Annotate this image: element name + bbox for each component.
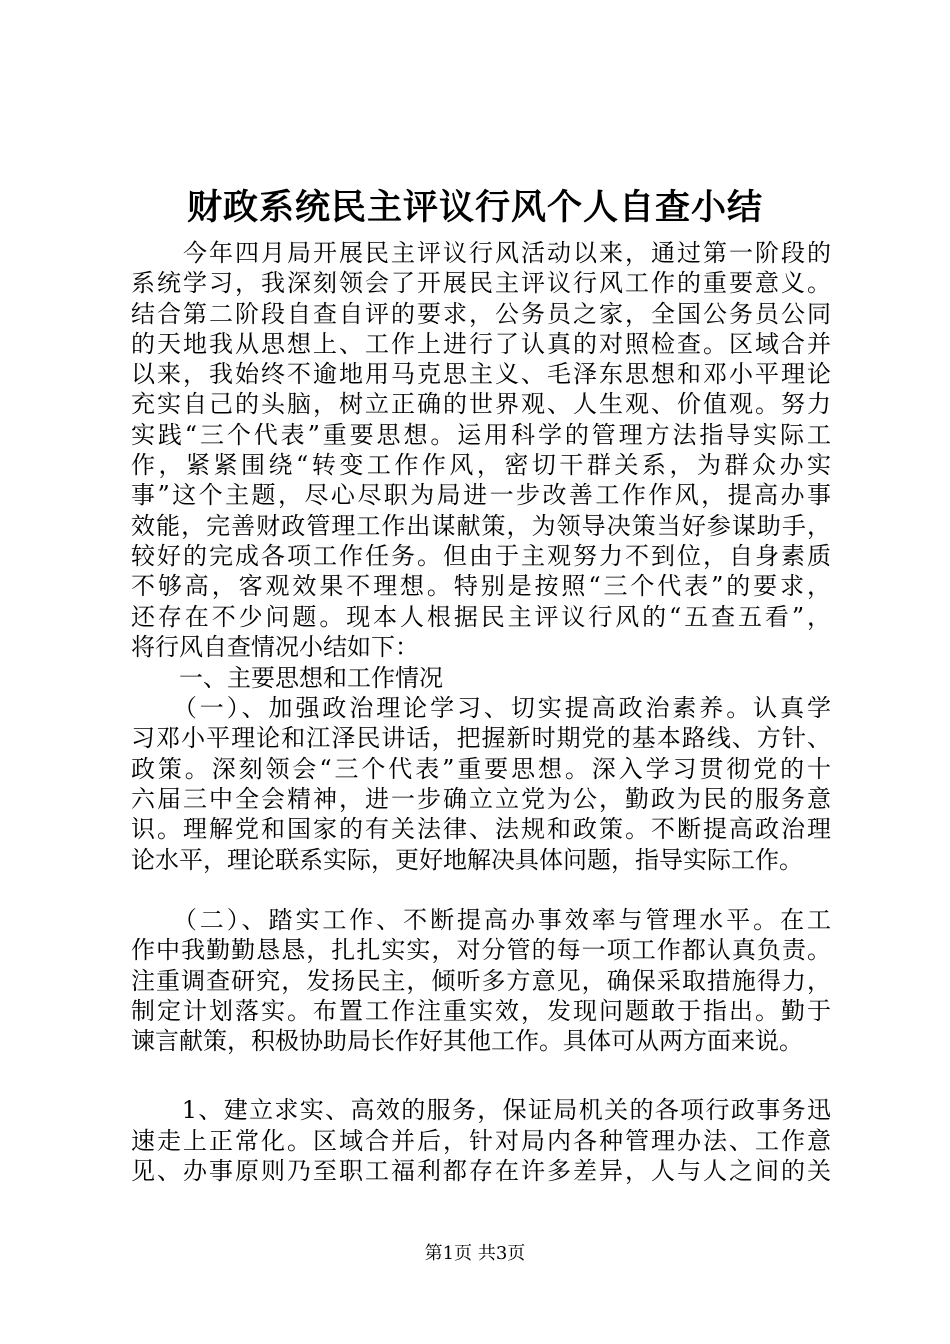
body-line: 六届三中全会精神，进一步确立立党为公，勤政为民的服务意 [131, 785, 831, 813]
body-line: 作中我勤勤恳恳，扎扎实实，对分管的每一项工作都认真负责。 [131, 936, 831, 964]
body-line: 速走上正常化。区域合并后，针对局内各种管理办法、工作意 [131, 1127, 831, 1155]
body-line: 以来，我始终不逾地用马克思主义、毛泽东思想和邓小平理论 [131, 360, 831, 388]
body-line: 的天地我从思想上、工作上进行了认真的对照检查。区域合并 [131, 330, 831, 358]
body-line: 还存在不少问题。现本人根据民主评议行风的“五查五看”， [131, 603, 831, 631]
body-line: 结合第二阶段自查自评的要求，公务员之家，全国公务员公同 [131, 300, 831, 328]
body-line: 政策。深刻领会“三个代表”重要思想。深入学习贯彻党的十 [131, 755, 831, 783]
page-number-footer: 第1页 共3页 [424, 1243, 526, 1264]
section-heading: 一、主要思想和工作情况 [131, 664, 443, 692]
body-line: （二）、踏实工作、不断提高办事效率与管理水平。在工 [131, 906, 831, 934]
body-line: （一）、加强政治理论学习、切实提高政治素养。认真学 [131, 694, 831, 722]
body-line: 事”这个主题，尽心尽职为局进一步改善工作作风，提高办事 [131, 481, 831, 509]
body-line: 注重调查研究，发扬民主，倾听多方意见，确保采取措施得力， [131, 967, 831, 995]
body-line: 不够高，客观效果不理想。特别是按照“三个代表”的要求， [131, 572, 831, 600]
body-line: 较好的完成各项工作任务。但由于主观努力不到位，自身素质 [131, 542, 831, 570]
body-line: 效能，完善财政管理工作出谋献策，为领导决策当好参谋助手， [131, 512, 831, 540]
body-line: 识。理解党和国家的有关法律、法规和政策。不断提高政治理 [131, 815, 831, 843]
body-line: 习邓小平理论和江泽民讲话，把握新时期党的基本路线、方针、 [131, 724, 831, 752]
document-title: 财政系统民主评议行风个人自查小结 [186, 187, 763, 228]
body-line: 系统学习，我深刻领会了开展民主评议行风工作的重要意义。 [131, 269, 831, 297]
body-line: 将行风自查情况小结如下： [131, 633, 419, 661]
body-line: 作，紧紧围绕“转变工作作风，密切干群关系，为群众办实 [131, 451, 831, 479]
body-line: 见、办事原则乃至职工福利都存在许多差异，人与人之间的关 [131, 1157, 831, 1185]
body-line: 谏言献策，积极协助局长作好其他工作。具体可从两方面来说。 [131, 1027, 803, 1055]
body-line: 1、建立求实、高效的服务，保证局机关的各项行政事务迅 [131, 1096, 831, 1124]
body-line: 论水平，理论联系实际，更好地解决具体问题，指导实际工作。 [131, 846, 803, 874]
body-line: 充实自己的头脑，树立正确的世界观、人生观、价值观。努力 [131, 390, 831, 418]
body-line: 实践“三个代表”重要思想。运用科学的管理方法指导实际工 [131, 421, 831, 449]
body-line: 今年四月局开展民主评议行风活动以来，通过第一阶段的 [131, 239, 831, 267]
body-line: 制定计划落实。布置工作注重实效，发现问题敢于指出。勤于 [131, 997, 831, 1025]
